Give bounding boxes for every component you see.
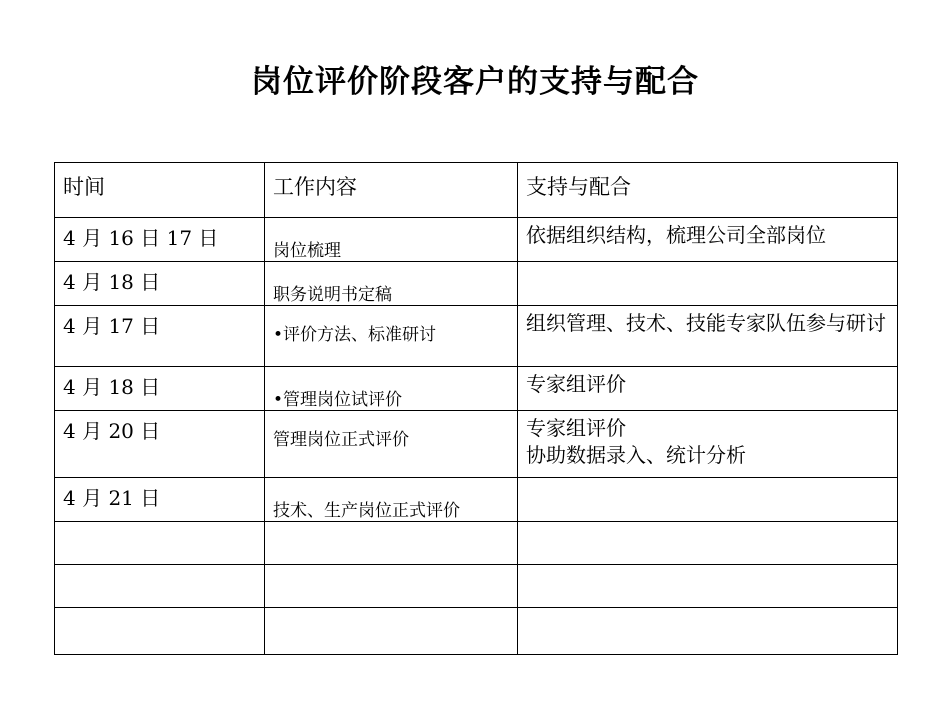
table-row (55, 411, 898, 478)
work-cell: •评价方法、标准研讨 (265, 306, 518, 367)
time-cell: 4 月 16 日 17 日 (55, 218, 265, 262)
table-row (55, 306, 898, 367)
table-row (55, 478, 898, 522)
table-row (55, 262, 898, 306)
header-work: 工作内容 (265, 163, 518, 218)
support-cell (518, 478, 898, 522)
page-title: 岗位评价阶段客户的支持与配合 (251, 64, 699, 100)
empty-row (55, 522, 898, 565)
work-cell: •管理岗位试评价 (265, 367, 518, 411)
support-cell (518, 262, 898, 306)
work-cell: 职务说明书定稿 (265, 262, 518, 306)
time-cell: 4 月 18 日 (55, 262, 265, 306)
time-cell: 4 月 20 日 (55, 411, 265, 478)
work-cell: 管理岗位正式评价 (265, 411, 518, 478)
header-time: 时间 (55, 163, 265, 218)
support-cell: 组织管理、技术、技能专家队伍参与研讨 (518, 306, 898, 367)
work-cell: 技术、生产岗位正式评价 (265, 478, 518, 522)
header-support: 支持与配合 (518, 163, 898, 218)
time-cell: 4 月 17 日 (55, 306, 265, 367)
support-cell: 依据组织结构，梳理公司全部岗位 (518, 218, 898, 262)
table-header-row (55, 163, 898, 218)
empty-row (55, 608, 898, 655)
time-cell: 4 月 21 日 (55, 478, 265, 522)
empty-row (55, 565, 898, 608)
work-cell: 岗位梳理 (265, 218, 518, 262)
table-row (55, 218, 898, 262)
schedule-table (54, 162, 898, 655)
support-cell: 专家组评价 协助数据录入、统计分析 (518, 411, 898, 478)
support-cell: 专家组评价 (518, 367, 898, 411)
time-cell: 4 月 18 日 (55, 367, 265, 411)
table-row (55, 367, 898, 411)
